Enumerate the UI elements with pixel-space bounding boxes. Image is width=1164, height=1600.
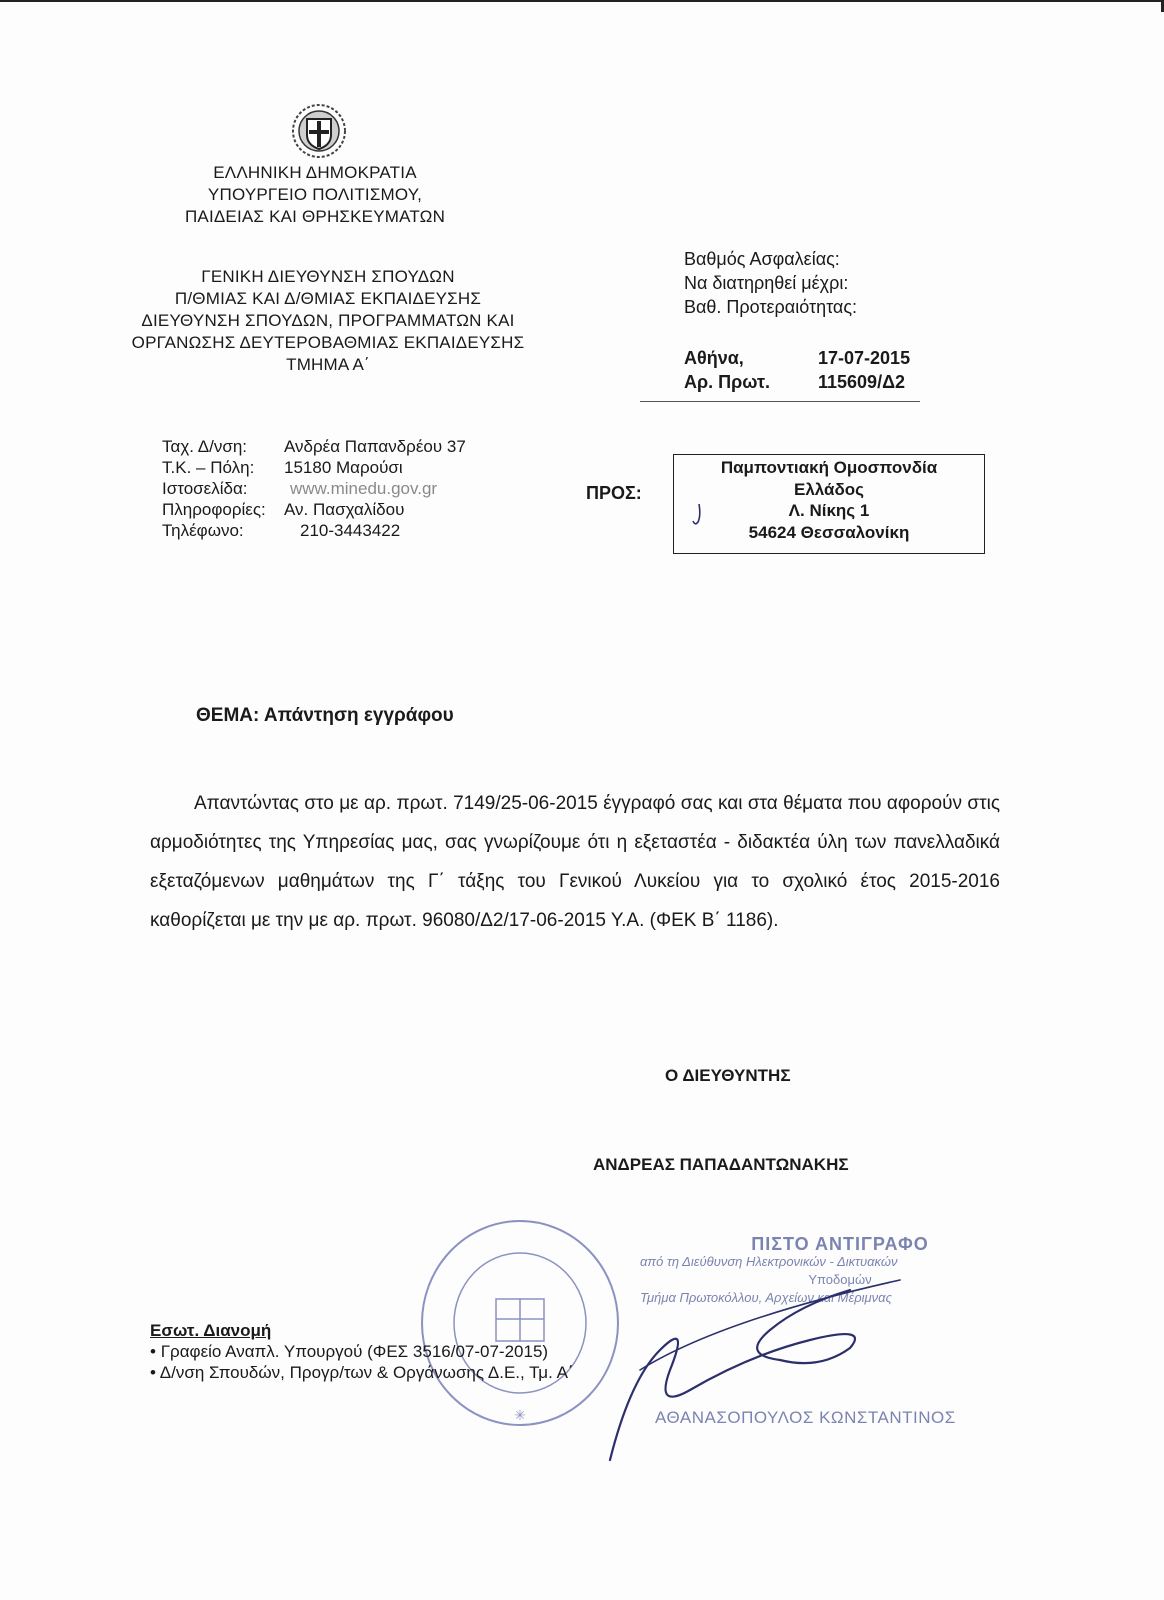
to-label: ΠΡΟΣ:: [586, 483, 642, 503]
stamp-official-name: ΑΘΑΝΑΣΟΠΟΥΛΟΣ ΚΩΝΣΤΑΝΤΙΝΟΣ: [655, 1408, 956, 1427]
signatory-role: Ο ΔΙΕΥΘΥΝΤΗΣ: [665, 1066, 791, 1085]
directorate-line: ΟΡΓΑΝΩΣΗΣ ΔΕΥΤΕΡΟΒΑΘΜΙΑΣ ΕΚΠΑΙΔΕΥΣΗΣ: [131, 333, 525, 352]
stamp-line: Τμήμα Πρωτοκόλλου, Αρχείων και Μέριμνας: [640, 1290, 892, 1305]
state-header: [170, 162, 460, 228]
scan-edge-top: [0, 0, 1164, 2]
security-level-label: Βαθμός Ασφαλείας:: [684, 249, 840, 269]
recipient-line: 54624 Θεσσαλονίκη: [748, 522, 910, 542]
directorate-line: ΔΙΕΥΘΥΝΣΗ ΣΠΟΥΔΩΝ, ΠΡΟΓΡΑΜΜΑΤΩΝ ΚΑΙ: [141, 311, 515, 330]
recipient-box: [673, 454, 985, 554]
website-label: Ιστοσελίδα:: [162, 479, 248, 498]
certified-copy-title: ΠΙΣΤΟ ΑΝΤΙΓΡΑΦΟ: [751, 1234, 929, 1254]
website-link[interactable]: www.minedu.gov.gr: [290, 479, 438, 498]
protocol-label: Αρ. Πρωτ.: [684, 372, 771, 392]
document-date: 17-07-2015: [818, 348, 911, 368]
security-block: [684, 247, 857, 319]
directorate-line: ΤΜΗΜΑ Α΄: [286, 355, 370, 374]
distribution-title: Εσωτ. Διανομή: [150, 1321, 272, 1340]
retention-label: Να διατηρηθεί μέχρι:: [684, 273, 849, 293]
directorate-line: ΓΕΝΙΚΗ ΔΙΕΥΘΥΝΣΗ ΣΠΟΥΔΩΝ: [201, 267, 455, 286]
handwritten-signature: [600, 1260, 930, 1470]
address-label: Ταχ. Δ/νση:: [162, 437, 248, 456]
letter-body: [150, 784, 1000, 940]
stamp-line: από τη Διεύθυνση Ηλεκτρονικών - Δικτυακών: [640, 1254, 898, 1269]
distribution-item-text: Δ/νση Σπουδών, Προγρ/των & Οργάνωσης Δ.Ε., Τμ. Α΄: [159, 1363, 574, 1382]
divider: [640, 401, 920, 402]
distribution-item: • Γραφείο Αναπλ. Υπουργού (ΦΕΣ 3516/07-07-2015): [150, 1342, 549, 1361]
date-protocol-block: [684, 346, 924, 394]
priority-label: Βαθ. Προτεραιότητας:: [684, 297, 858, 317]
protocol-number: 115609/Δ2: [818, 372, 906, 392]
phone-label: Τηλέφωνο:: [162, 521, 244, 540]
info-label: Πληροφορίες:: [162, 500, 266, 519]
directorate-header: [108, 266, 548, 376]
directorate-line: Π/ΘΜΙΑΣ ΚΑΙ Δ/ΘΜΙΑΣ ΕΚΠΑΙΔΕΥΣΗΣ: [174, 289, 482, 308]
greek-emblem-icon: [290, 102, 348, 160]
city-value: 15180 Μαρούσι: [284, 458, 403, 477]
recipient-line: Παμποντιακή Ομοσπονδία: [720, 458, 938, 477]
place-label: Αθήνα,: [684, 348, 744, 368]
subject-line: ΘΕΜΑ: Απάντηση εγγράφου: [196, 705, 454, 726]
contact-block: [162, 436, 466, 541]
header-line: ΕΛΛΗΝΙΚΗ ΔΗΜΟΚΡΑΤΙΑ: [213, 163, 417, 182]
recipient-line: Ελλάδος: [793, 479, 865, 499]
handwritten-tick-mark: [690, 502, 706, 528]
distribution-item: • Δ/νση Σπουδών, Προγρ/των & Οργάνωσης Δ.Ε., Τμ. Α΄: [150, 1363, 574, 1382]
body-paragraph: Απαντώντας στο με αρ. πρωτ. 7149/25-06-2015 έγγραφό σας και στα θέματα που αφορούν στις αρμοδιότητες της Υπηρεσίας μας, σας γνωρίζουμε ότι η εξεταστέα - διδακτέα ύλη των πανελλαδικά εξεταζόμενων μαθημάτων της Γ΄ τάξης του Γενικού Λυκείου για το σχολικό έτος 2015-2016 καθορίζεται με την με αρ. πρωτ. 96080/Δ2/17-06-2015 Υ.Α. (ΦΕΚ Β΄ 1186).: [150, 793, 1000, 931]
recipient-line: Λ. Νίκης 1: [788, 501, 870, 520]
header-line: ΠΑΙΔΕΙΑΣ ΚΑΙ ΘΡΗΣΚΕΥΜΑΤΩΝ: [184, 207, 446, 226]
header-line: ΥΠΟΥΡΓΕΙΟ ΠΟΛΙΤΙΣΜΟΥ,: [207, 185, 423, 204]
internal-distribution: [150, 1320, 574, 1383]
address-value: Ανδρέα Παπανδρέου 37: [284, 437, 466, 456]
city-label: Τ.Κ. – Πόλη:: [162, 458, 255, 477]
svg-text:✳: ✳: [514, 1408, 526, 1424]
info-value: Αν. Πασχαλίδου: [284, 500, 405, 519]
signatory-name: ΑΝΔΡΕΑΣ ΠΑΠΑΔΑΝΤΩΝΑΚΗΣ: [593, 1155, 849, 1174]
stamp-line: Υποδομών: [808, 1272, 872, 1287]
distribution-item-text: Γραφείο Αναπλ. Υπουργού (ΦΕΣ 3516/07-07-2015): [160, 1342, 549, 1361]
phone-value: 210-3443422: [300, 521, 401, 540]
